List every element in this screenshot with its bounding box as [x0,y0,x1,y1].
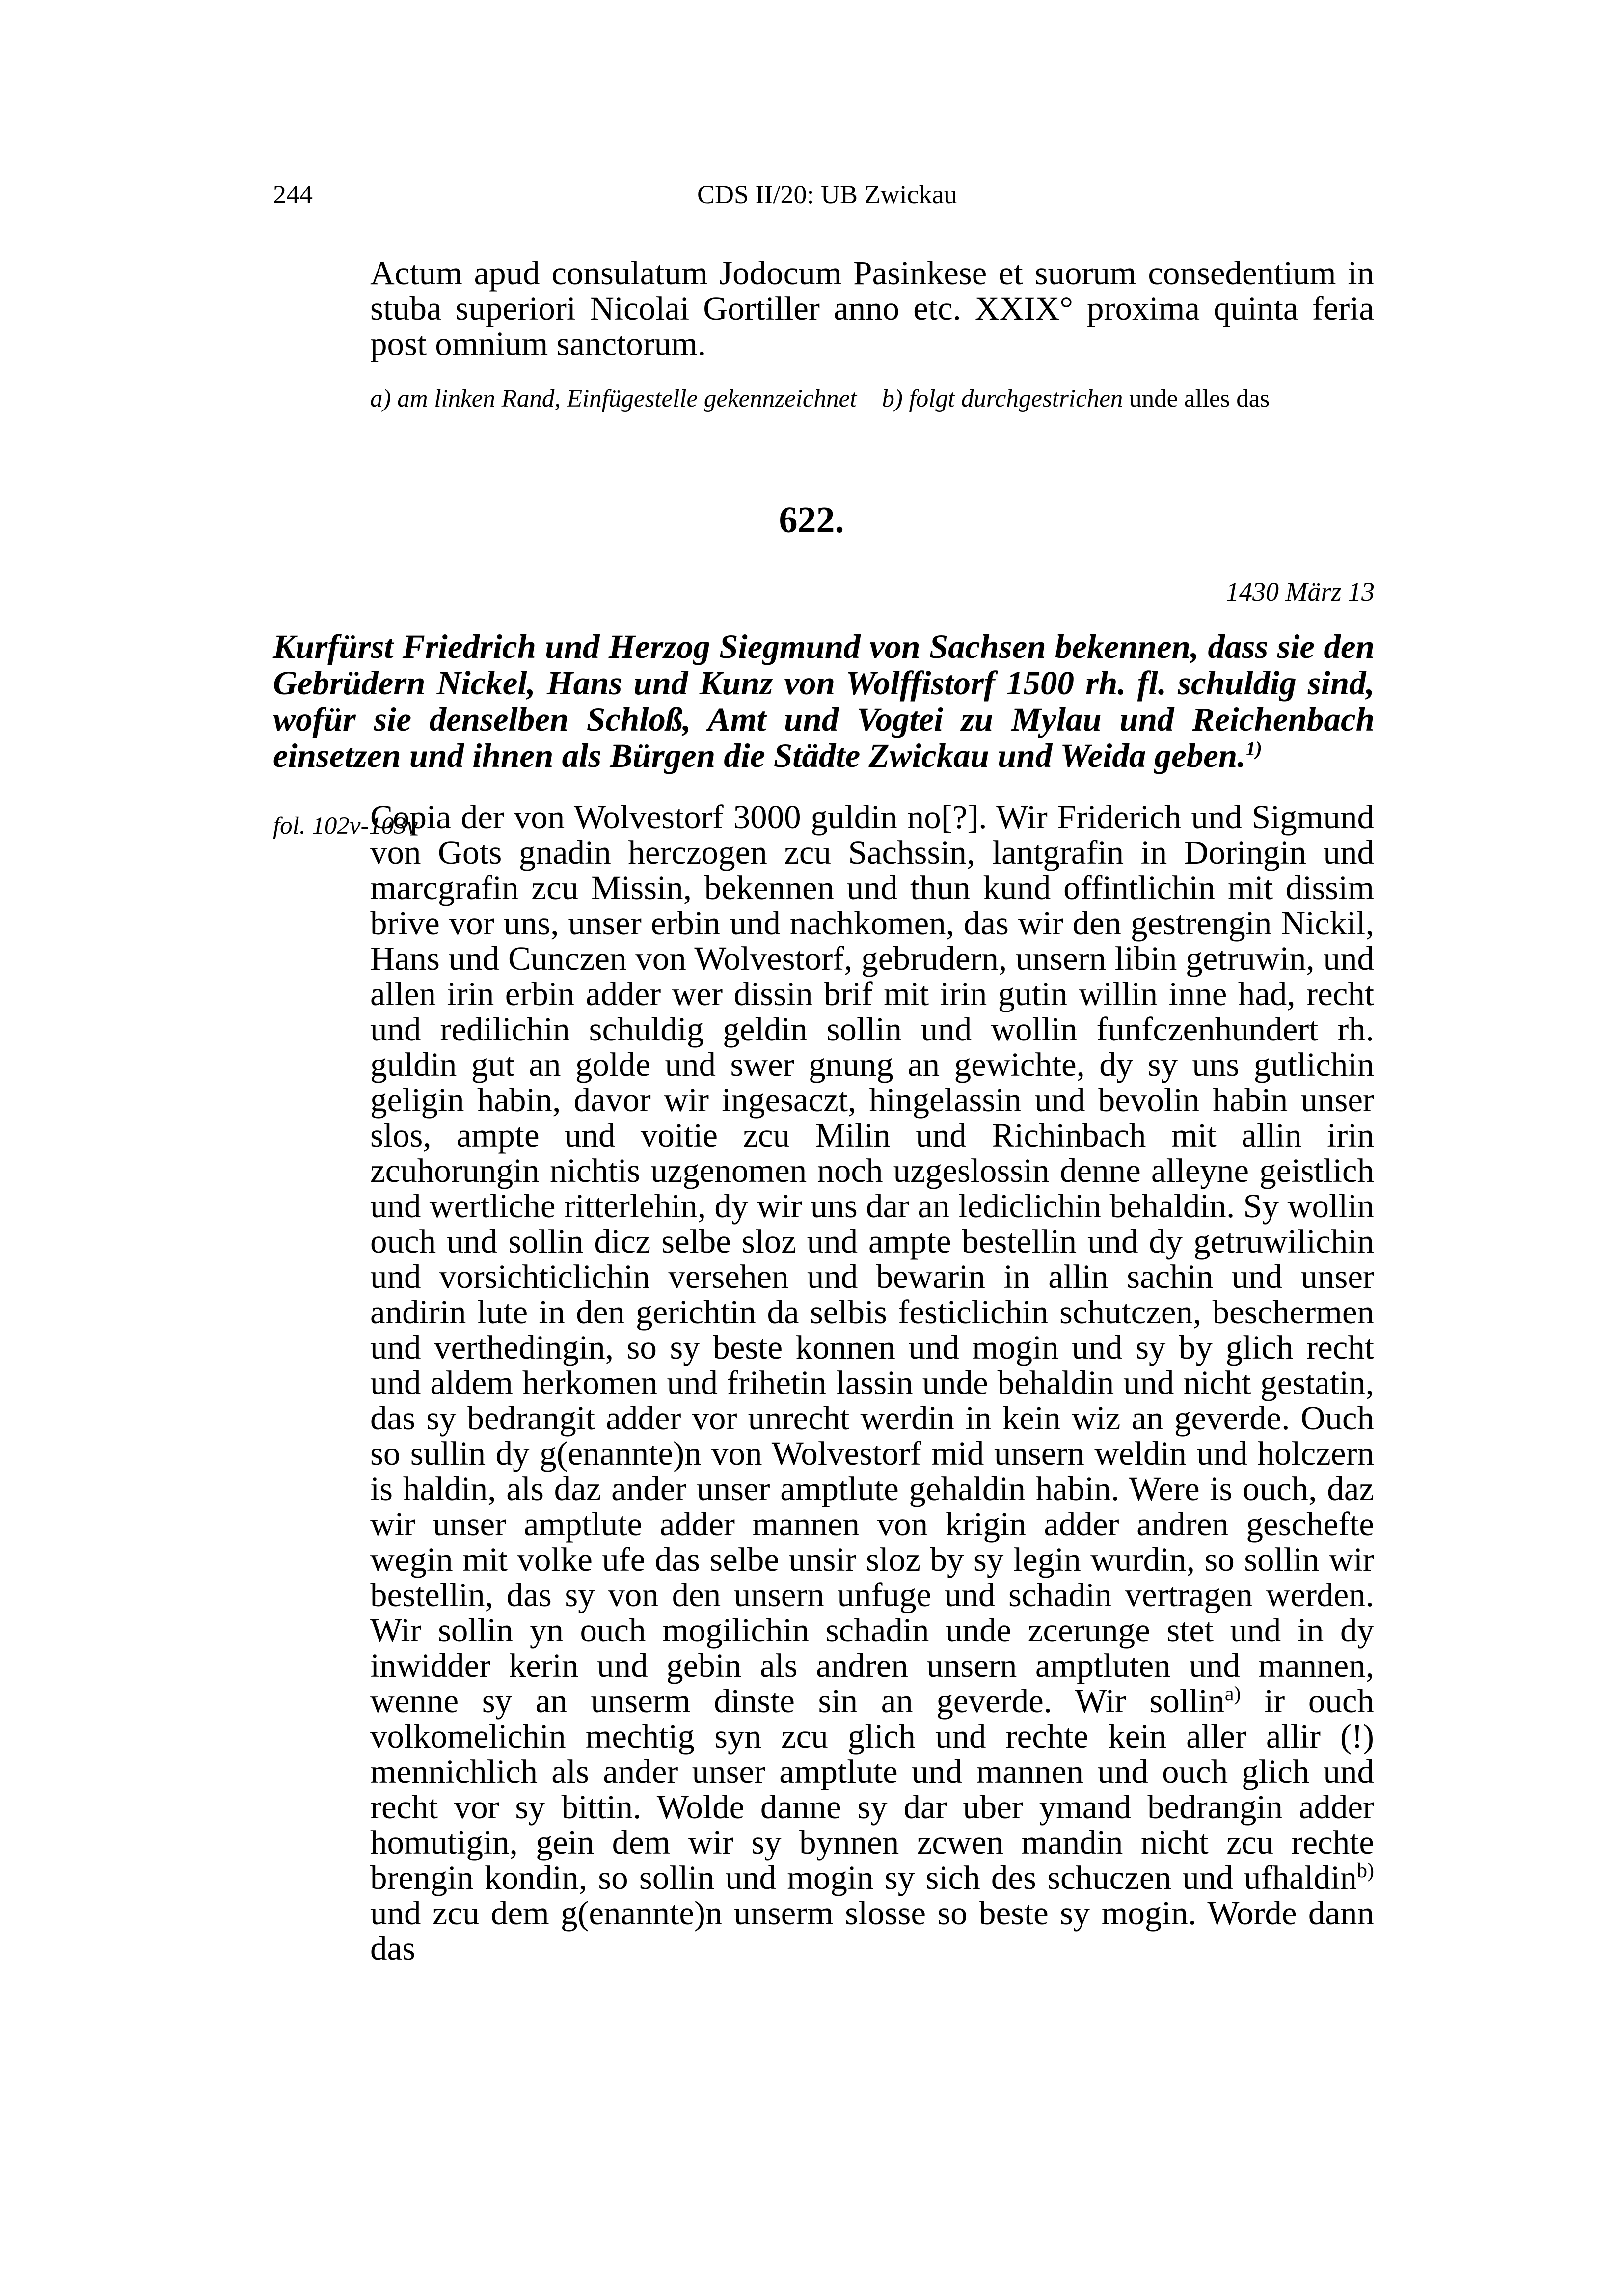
document-paragraph [370,799,1374,1966]
page-number: 244 [273,180,313,209]
footnotes [370,383,1381,414]
footnote-marker-a: a) [1224,1683,1241,1705]
actum-paragraph [370,255,1374,361]
footnote-marker-b: b) [1357,1859,1374,1882]
source-reference: fol. 102v-103v [273,812,418,840]
text-part-3: und zcu dem g(enannte)n unserm slosse so beste sy mogin. Worde dann das [370,1894,1374,1967]
document-date: 1430 März 13 [1225,577,1375,606]
actum-text: Actum apud consulatum Jodocum Pasinkese et suorum consedentium in stuba superiori Nicolai Gortiller anno etc. XXIX° proxima quinta feria post omnium sanctorum. [370,254,1374,362]
running-head: CDS II/20: UB Zwickau [697,180,957,209]
footnote-b-text: unde alles das [1123,385,1270,412]
footnote-a: a) am linken Rand, Einfügestelle gekennzeichnet [370,385,857,412]
document-text [370,799,1374,1966]
text-part-2: ir ouch volkomelichin mechtig syn zcu glich und rechte kein aller allir (!) mennichlich als ander unser amptlute und mannen und ouch glich und recht vor sy bittin. Wolde danne sy dar uber ymand bedrangin adder homutigin, gein dem wir sy bynnen zcwen mandin nicht zcu rechte brengin kondin, so sollin und mogin sy sich des schuczen und ufhaldin [370,1682,1374,1896]
regest-text: Kurfürst Friedrich und Herzog Siegmund von Sachsen bekennen, dass sie den Gebrüdern Nickel, Hans und Kunz von Wolffistorf 1500 rh. fl. schuldig sind, wofür sie denselben Schloß, Amt und Vogtei zu Mylau und Reichenbach einsetzen und ihnen als Bürgen die Städte Zwickau und Weida geben. [273,628,1375,774]
regest-heading [273,629,1375,774]
document-number: 622. [779,499,844,541]
regest-note-marker: 1) [1245,738,1262,760]
text-part-1: Copia der von Wolvestorf 3000 guldin no[?]. Wir Friderich und Sigmund von Gots gnadin herczogen zcu Sachssin, lantgrafin in Doringin und marcgrafin zcu Missin, bekennen und thun kund offintlichin mit dissim brive vor uns, unser erbin und nachkomen, das wir den gestrengin Nickil, Hans und Cunczen von Wolvestorf, gebrudern, unsern libin getruwin, und allen irin erbin adder wer dissin brif mit irin gutin willin inne had, recht und redilichin schuldig geldin sollin und wollin funfczenhundert rh. guldin gut an golde und swer gnung an gewichte, dy sy uns gutlichin geligin habin, davor wir ingesaczt, hingelassin und bevolin habin unser slos, ampte und voitie zcu Milin und Richinbach mit allin irin zcuhorungin nichtis uzgenomen noch uzgeslossin denne alleyne geistlich und wertliche ritterlehin, dy wir uns dar an lediclichin behaldin. Sy wollin ouch und sollin dicz selbe sloz und ampte bestellin und dy getruwilichin und vorsichticlichin versehen und bewarin in allin sachin und unser andirin lute in den gerichtin da selbis festiclichin schutczen, beschermen und verthedingin, so sy beste konnen und mogin und sy by glich recht und aldem herkomen und frihetin lassin unde behaldin und nicht gestatin, das sy bedrangit adder vor unrecht werdin in kein wiz an geverde. Ouch so sullin dy g(enannte)n von Wolvestorf mid unsern weldin und holczern is haldin, als daz ander unser amptlute gehaldin habin. Were is ouch, daz wir unser amptlute adder mannen von krigin adder andren geschefte wegin mit volke ufe das selbe unsir sloz by sy legin wurdin, so sollin wir bestellin, das sy von den unsern unfuge und schadin vertragen werden. Wir sollin yn ouch mogilichin schadin unde zcerunge stet und in dy inwidder kerin und gebin als andren unsern amptluten und mannen, wenne sy an unserm dinste sin an geverde. Wir sollin [370,798,1374,1720]
footnote-b-label: b) folgt durchgestrichen [882,385,1123,412]
